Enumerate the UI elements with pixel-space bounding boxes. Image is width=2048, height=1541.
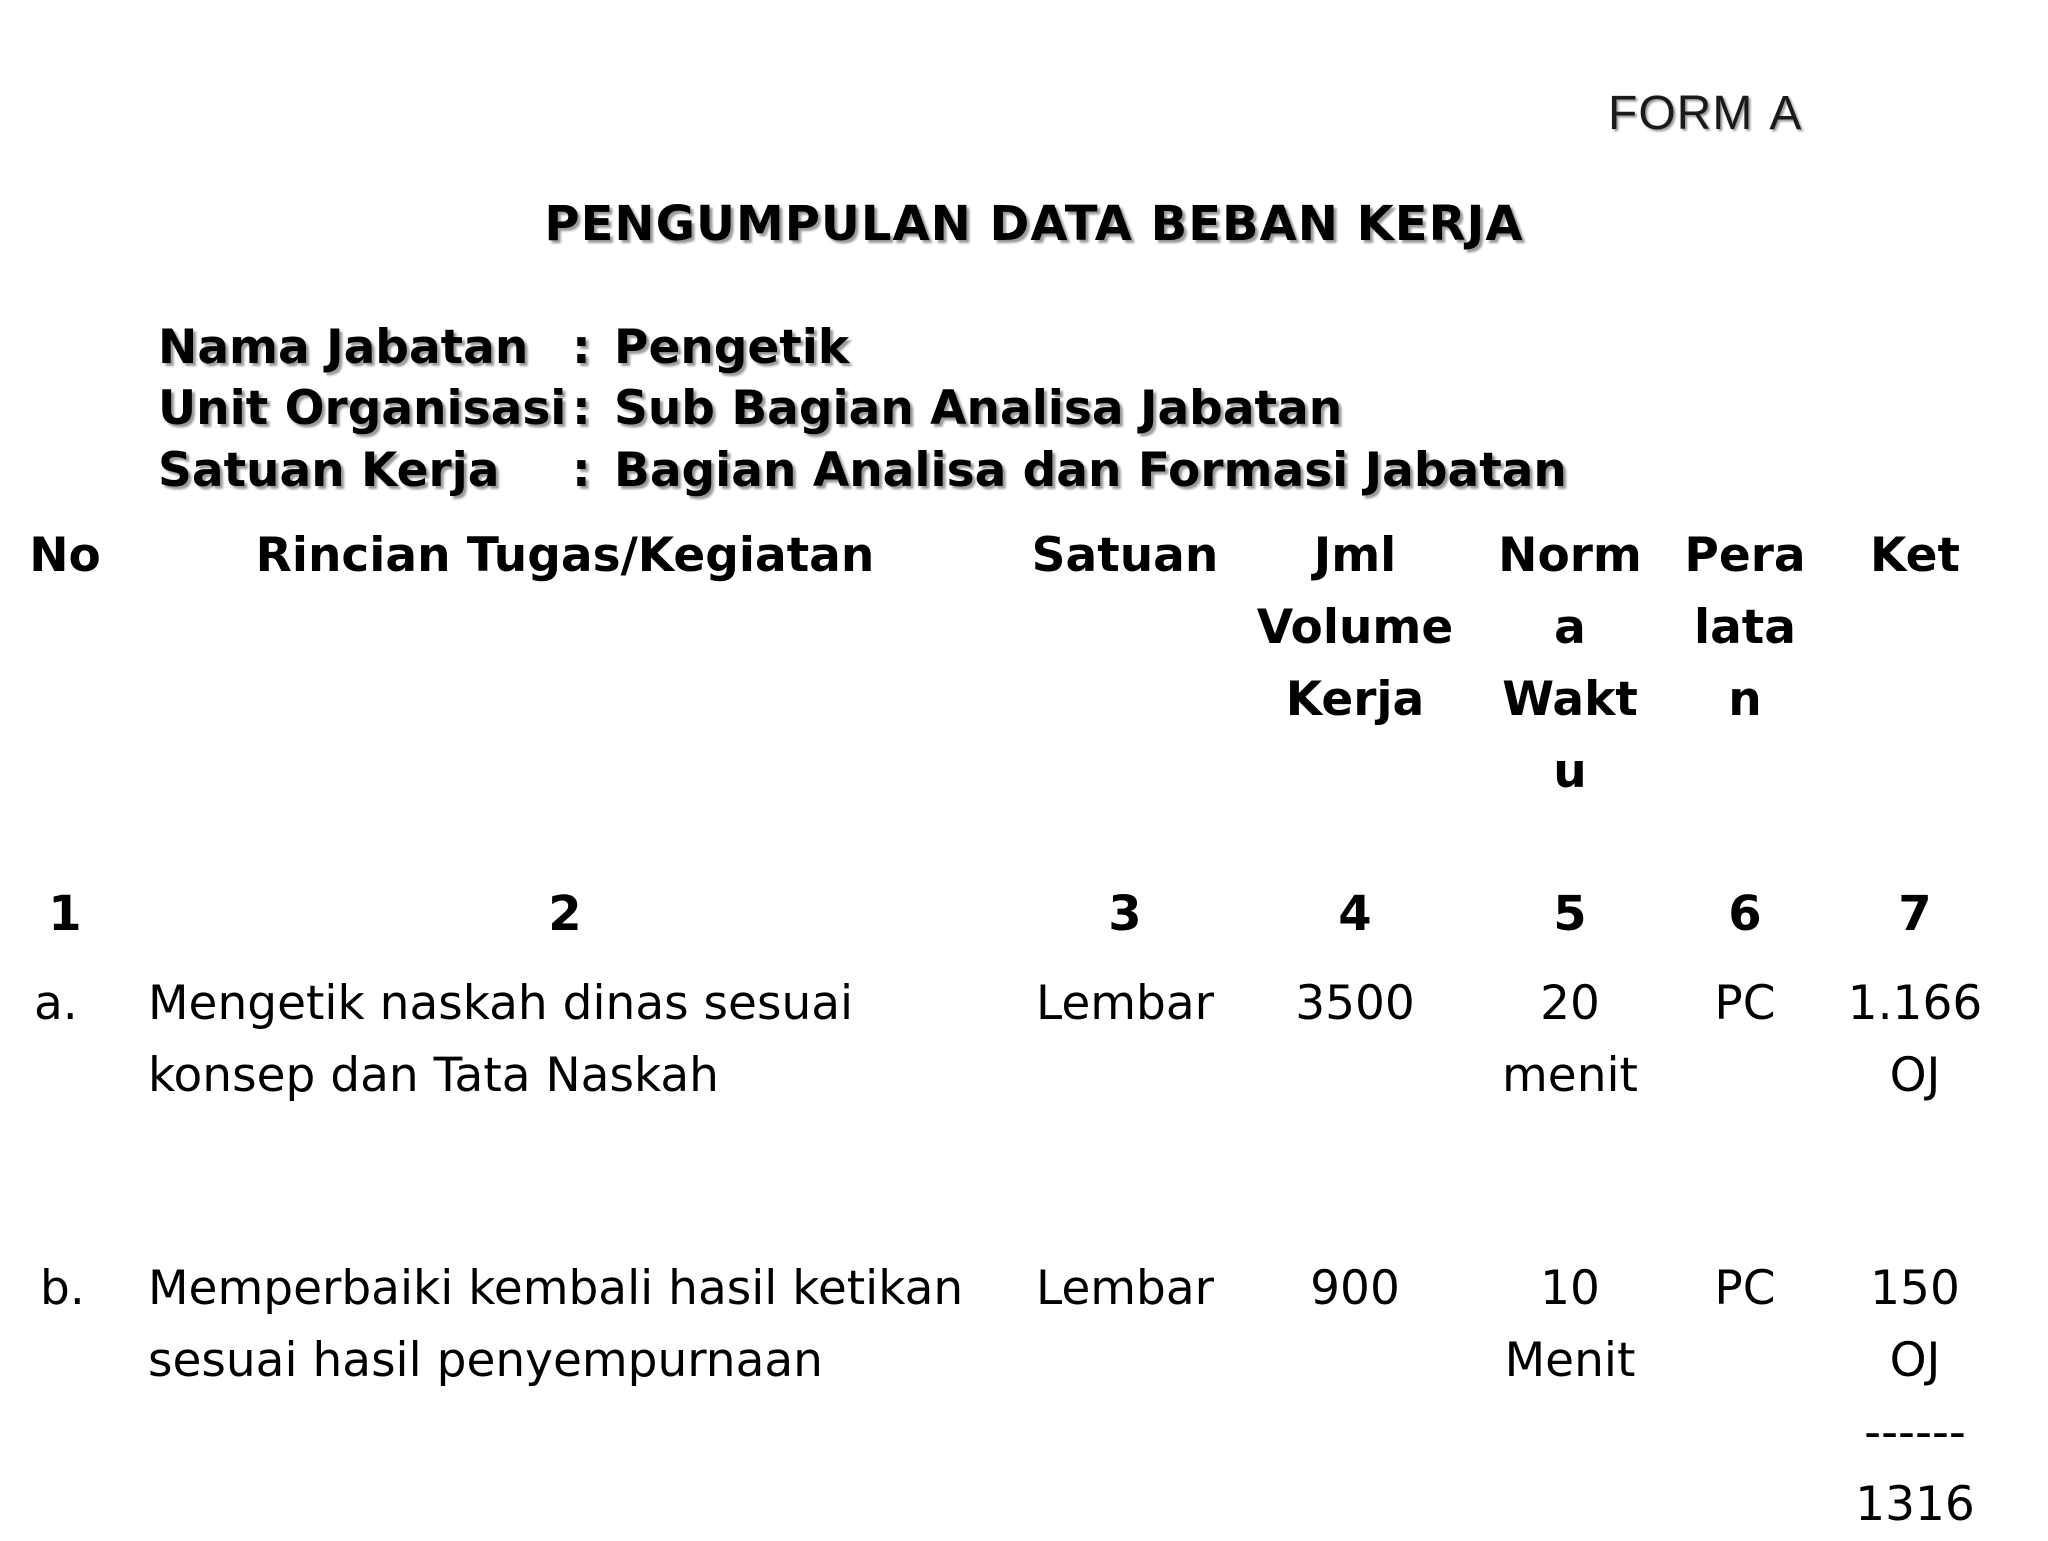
row-a-norma-line: 20	[1540, 976, 1600, 1031]
header-norma-line: Norm	[1498, 528, 1642, 583]
header-rincian: Rincian Tugas/Kegiatan	[255, 528, 875, 583]
form-code-word: FORM	[1608, 87, 1754, 140]
header-jml-volume-kerja	[1250, 520, 1460, 736]
total-separator: ------	[1864, 1405, 1966, 1460]
row-b-ket	[1835, 1253, 1995, 1541]
meta-separator: :	[572, 381, 591, 436]
header-jml-line: Kerja	[1285, 672, 1425, 727]
meta-value-unit-organisasi: Sub Bagian Analisa Jabatan	[614, 381, 1343, 436]
header-jml-line: Jml	[1313, 528, 1397, 583]
column-number: 1	[48, 886, 82, 942]
row-b-norma-line: 10	[1540, 1261, 1600, 1316]
meta-label-satuan-kerja: Satuan Kerja	[158, 443, 500, 498]
header-ket: Ket	[1870, 528, 1960, 583]
row-a-no: a.	[34, 976, 78, 1031]
header-peralatan-line: Pera	[1684, 528, 1806, 583]
header-norma-line: a	[1554, 600, 1586, 655]
row-b-rincian-line: sesuai hasil penyempurnaan	[148, 1333, 823, 1388]
header-norma-line: Wakt	[1502, 672, 1638, 727]
row-a-rincian-line: Mengetik naskah dinas sesuai	[148, 976, 854, 1031]
column-number: 2	[548, 886, 582, 942]
row-a-ket-line: OJ	[1889, 1048, 1941, 1103]
total-value: 1316	[1855, 1477, 1975, 1532]
column-number: 7	[1898, 886, 1932, 942]
row-a-ket	[1835, 968, 1995, 1112]
row-b-satuan: Lembar	[1035, 1261, 1215, 1316]
row-a-satuan: Lembar	[1035, 976, 1215, 1031]
row-b-no: b.	[40, 1261, 85, 1316]
row-a-rincian-line: konsep dan Tata Naskah	[148, 1048, 719, 1103]
meta-separator: :	[572, 320, 591, 375]
row-b-norma-line: Menit	[1504, 1333, 1636, 1388]
meta-label-nama-jabatan: Nama Jabatan	[158, 320, 529, 375]
row-b-jml: 900	[1310, 1261, 1400, 1316]
document-title-text: PENGUMPULAN DATA BEBAN KERJA	[544, 196, 1524, 252]
row-b-rincian-line: Memperbaiki kembali hasil ketikan	[148, 1261, 964, 1316]
row-b-ket-line: OJ	[1889, 1333, 1941, 1388]
column-number: 4	[1338, 886, 1372, 942]
row-b-norma	[1485, 1253, 1655, 1397]
meta-label-unit-organisasi: Unit Organisasi	[158, 381, 567, 436]
header-peralatan-line: n	[1728, 672, 1762, 727]
meta-value-nama-jabatan: Pengetik	[614, 320, 850, 375]
header-peralatan-line: lata	[1693, 600, 1796, 655]
column-number: 3	[1108, 886, 1142, 942]
column-number: 6	[1728, 886, 1762, 942]
column-number: 5	[1553, 886, 1587, 942]
header-peralatan	[1665, 520, 1825, 736]
document-title	[0, 196, 2048, 252]
form-code-letter: A	[1769, 87, 1803, 140]
header-satuan: Satuan	[1031, 528, 1219, 583]
row-a-rincian	[148, 968, 853, 1112]
header-norma-line: u	[1553, 744, 1587, 799]
meta-value-satuan-kerja: Bagian Analisa dan Formasi Jabatan	[614, 443, 1567, 498]
row-a-jml: 3500	[1295, 976, 1415, 1031]
row-a-ket-line: 1.166	[1847, 976, 1983, 1031]
meta-separator: :	[572, 443, 591, 498]
header-jml-line: Volume	[1256, 600, 1454, 655]
row-a-norma-line: menit	[1502, 1048, 1638, 1103]
form-code	[1608, 86, 1802, 141]
row-b-rincian	[148, 1253, 963, 1397]
header-norma-waktu	[1485, 520, 1655, 808]
row-a-peralatan: PC	[1714, 976, 1776, 1031]
header-no: No	[29, 528, 101, 583]
row-b-peralatan: PC	[1714, 1261, 1776, 1316]
row-a-norma	[1485, 968, 1655, 1112]
row-b-ket-line: 150	[1870, 1261, 1960, 1316]
